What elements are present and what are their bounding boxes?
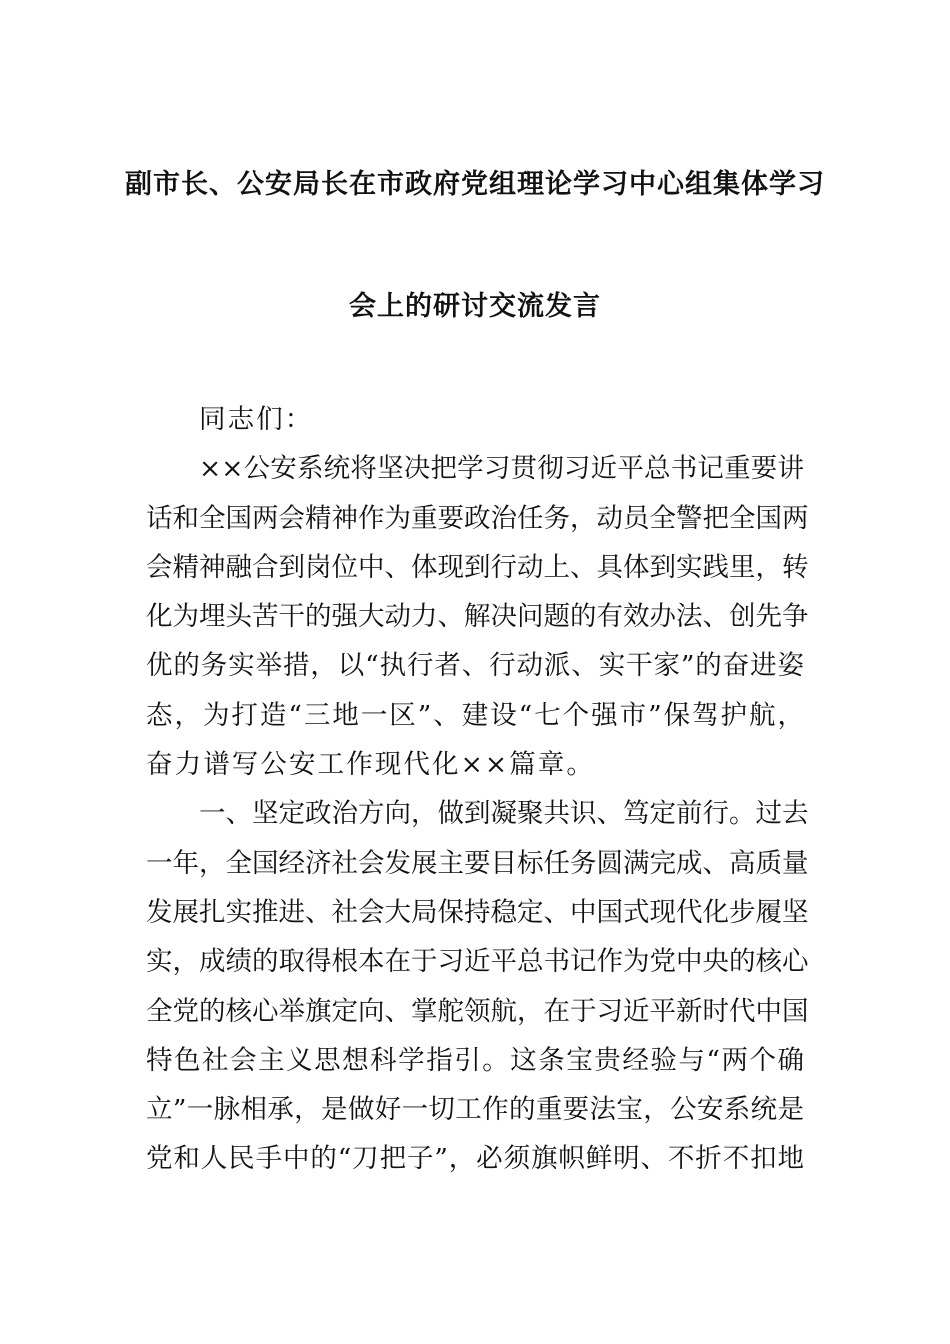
paragraph-line: 党和人民手中的“刀把子”，必须旗帜鲜明、不折不扣地	[146, 1143, 804, 1175]
paragraph-line: 奋力谱写公安工作现代化××篇章。	[146, 749, 596, 781]
paragraph-line: 一、坚定政治方向，做到凝聚共识、笃定前行。过去	[199, 798, 809, 830]
paragraph-line: 会精神融合到岗位中、体现到行动上、具体到实践里，转	[146, 551, 809, 583]
salutation: 同志们：	[199, 404, 314, 435]
document-title-line-1: 副市长、公安局长在市政府党组理论学习中心组集体学习	[125, 169, 825, 200]
paragraph-line: 化为埋头苦干的强大动力、解决问题的有效办法、创先争	[146, 601, 809, 633]
document-title-line-2: 会上的研讨交流发言	[349, 291, 601, 322]
paragraph-line: 实，成绩的取得根本在于习近平总书记作为党中央的核心	[146, 946, 809, 978]
document-body	[146, 395, 809, 1184]
paragraph-line: 优的务实举措，以“执行者、行动派、实干家”的奋进姿	[146, 650, 804, 682]
paragraph-line: 话和全国两会精神作为重要政治任务，动员全警把全国两	[146, 502, 809, 534]
paragraph-line: 全党的核心举旗定向、掌舵领航，在于习近平新时代中国	[146, 995, 809, 1027]
paragraph-line: ××公安系统将坚决把学习贯彻习近平总书记重要讲	[199, 453, 804, 485]
paragraph-line: 发展扎实推进、社会大局保持稳定、中国式现代化步履坚	[146, 896, 809, 928]
paragraph-line: 立”一脉相承，是做好一切工作的重要法宝，公安系统是	[146, 1094, 804, 1126]
paragraph-line: 特色社会主义思想科学指引。这条宝贵经验与“两个确	[146, 1044, 804, 1076]
paragraph-line: 一年，全国经济社会发展主要目标任务圆满完成、高质量	[146, 847, 809, 879]
paragraph-line: 态，为打造“三地一区”、建设“七个强市”保驾护航，	[146, 699, 804, 731]
